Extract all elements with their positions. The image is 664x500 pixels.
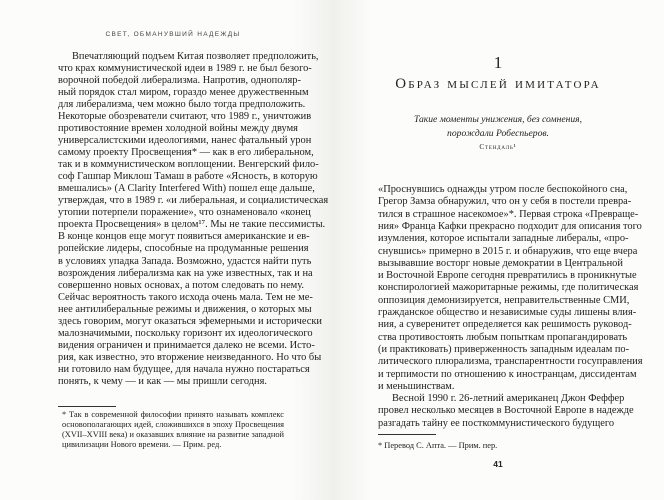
text-line: Сейчас вероятность такого исхода очень мала. Тем не ме- [58,291,313,303]
text-line: литического плюрализма, транспарентности госуправления [378,356,643,368]
text-line: ния, а суверенитет определяется как решимость руковод- [378,319,632,331]
chapter-title: Образ мыслей имитатора [395,76,601,92]
text-line: Весной 1990 г. 26-летний американец Джон Феффер [392,393,625,405]
footnote-line: (XVII–XVIII века) и оказавших влияние на развитие западной [62,430,284,439]
chapter-number: 1 [493,53,503,72]
text-line: оппозиция демонизируется, неправительственные СМИ, [378,294,630,306]
text-line: «Проснувшись однажды утром после беспокойного сна, [378,184,628,195]
text-line: Впечатляющий подъем Китая позволяет предположить, [72,51,319,62]
text-line: конспирологией мажоритарные режимы, где политическая [378,282,639,294]
text-line: и Восточной Европе сегодня превратились в проникнутые [378,270,637,282]
page-number: 41 [493,459,503,469]
text-line: совершенно новых основах, а потом следовать по нему. [58,279,305,291]
text-line: противостояние времен холодной войны между двумя [58,123,298,135]
epigraph-line: Такие моменты унижения, без сомнения, [413,114,583,125]
text-line: видения ограничен и принимается далеко не всеми. Исто- [58,339,315,351]
text-line: нее антилиберальные режимы и движения, о которых мы [58,303,312,315]
text-line: изумления, которое испытали западные либералы, «про- [378,233,629,245]
text-line: рия, как известно, это вторжение неизведанного. Но что бы [58,351,322,363]
text-line: утверждая, что в 1989 г. «и либеральная, и социалистическая [58,195,329,207]
text-line: понять, к чему — и как — мы пришли сегодня. [58,375,267,387]
text-line: проекта Просвещения» в целом¹⁷. Мы не такие пессимисты. [58,219,326,231]
text-line: возрождения либерализма как на уже известных, так и на [58,267,313,279]
text-line: и меньшинствам. [378,380,455,392]
text-line: снувшись» примерно в 2015 г. и обнаружив, что еще вчера [378,245,638,257]
right-page [332,0,664,500]
text-line: так и в коммунистическом воплощении. Венгерский фило- [58,159,319,171]
text-line: разгадать тайну ее посткоммунистического будущего [378,417,615,429]
text-line: что крах коммунистической идеи в 1989 г. не был безого- [58,63,312,75]
text-line: тился в страшное насекомое»*. Первая строка «Превраще- [378,208,639,220]
text-line: и терпимости по отношению к иностранцам, диссидентам [378,368,637,380]
footnote-line: цивилизации Нового времени. — Прим. ред. [62,440,222,449]
text-line: универсалистскими идеологиями, нанес фатальный урон [58,135,312,147]
text-line: в условиях упадка Запада. Возможно, удастся найти путь [58,255,312,267]
text-line: В конце концов еще могут появиться американские и ев- [58,231,310,243]
text-line: ный порядок стал миром, гораздо менее дружественным [58,87,309,99]
text-line: Грегор Замза обнаружил, что он у себя в постели превра- [378,196,632,208]
text-line: ния» Франца Кафки прекрасно подходит для описания того [378,220,642,232]
text-line: Некоторые обозреватели считают, что 1989 г., уничтожив [58,111,312,123]
text-line: провел несколько месяцев в Восточной Европе в надежде [378,405,634,417]
text-line: (и практиковать) приверженность западным идеалам по- [378,343,630,355]
text-line: ства противостоять любым попыткам пропагандировать [378,331,628,343]
footnote-line: * Так в современной философии принято называть комплекс [62,410,284,419]
footnote-rule [58,406,116,407]
footnote-rule [378,434,436,435]
footnote-line: * Перевод С. Апта. — Прим. пер. [378,441,498,450]
epigraph-line: порождали Робеспьеров. [447,128,549,139]
text-line: вызывавшие восторг новые демократии в Центральной [378,257,623,269]
text-line: самому проекту Просвещения* — как в его либеральном, [58,147,314,159]
text-line: ни готовило нам будущее, для начала нужно постараться [58,363,310,375]
text-line: ропейские лидеры, способные на продуманные решения [58,243,309,255]
text-line: малозначимыми, поскольку горизонт их идеологического [58,327,313,339]
footnote-line: основополагающих идей, сложившихся в эпоху Просвещения [62,420,284,429]
text-line: вмешались» (A Clarity Interfered With) пошел еще дальше, [58,183,315,195]
running-head: СВЕТ, ОБМАНУВШИЙ НАДЕЖДЫ [105,31,241,38]
text-line: для либерализма, чем можно было тогда предположить. [58,99,306,111]
text-line: утопии потерпели поражение», что ознаменовало «конец [58,207,311,219]
text-line: гражданское общество и независимые суды лишены влия- [378,307,637,318]
text-line: здесь говорим, могут оказаться эфемерными и исторически [58,315,322,327]
text-line: ворочной победой либерализма. Напротив, однополяр- [58,75,301,87]
text-line: соф Гашпар Миклош Тамаш в работе «Ясность, в которую [58,171,318,183]
epigraph-author: Стендаль¹ [479,143,517,151]
